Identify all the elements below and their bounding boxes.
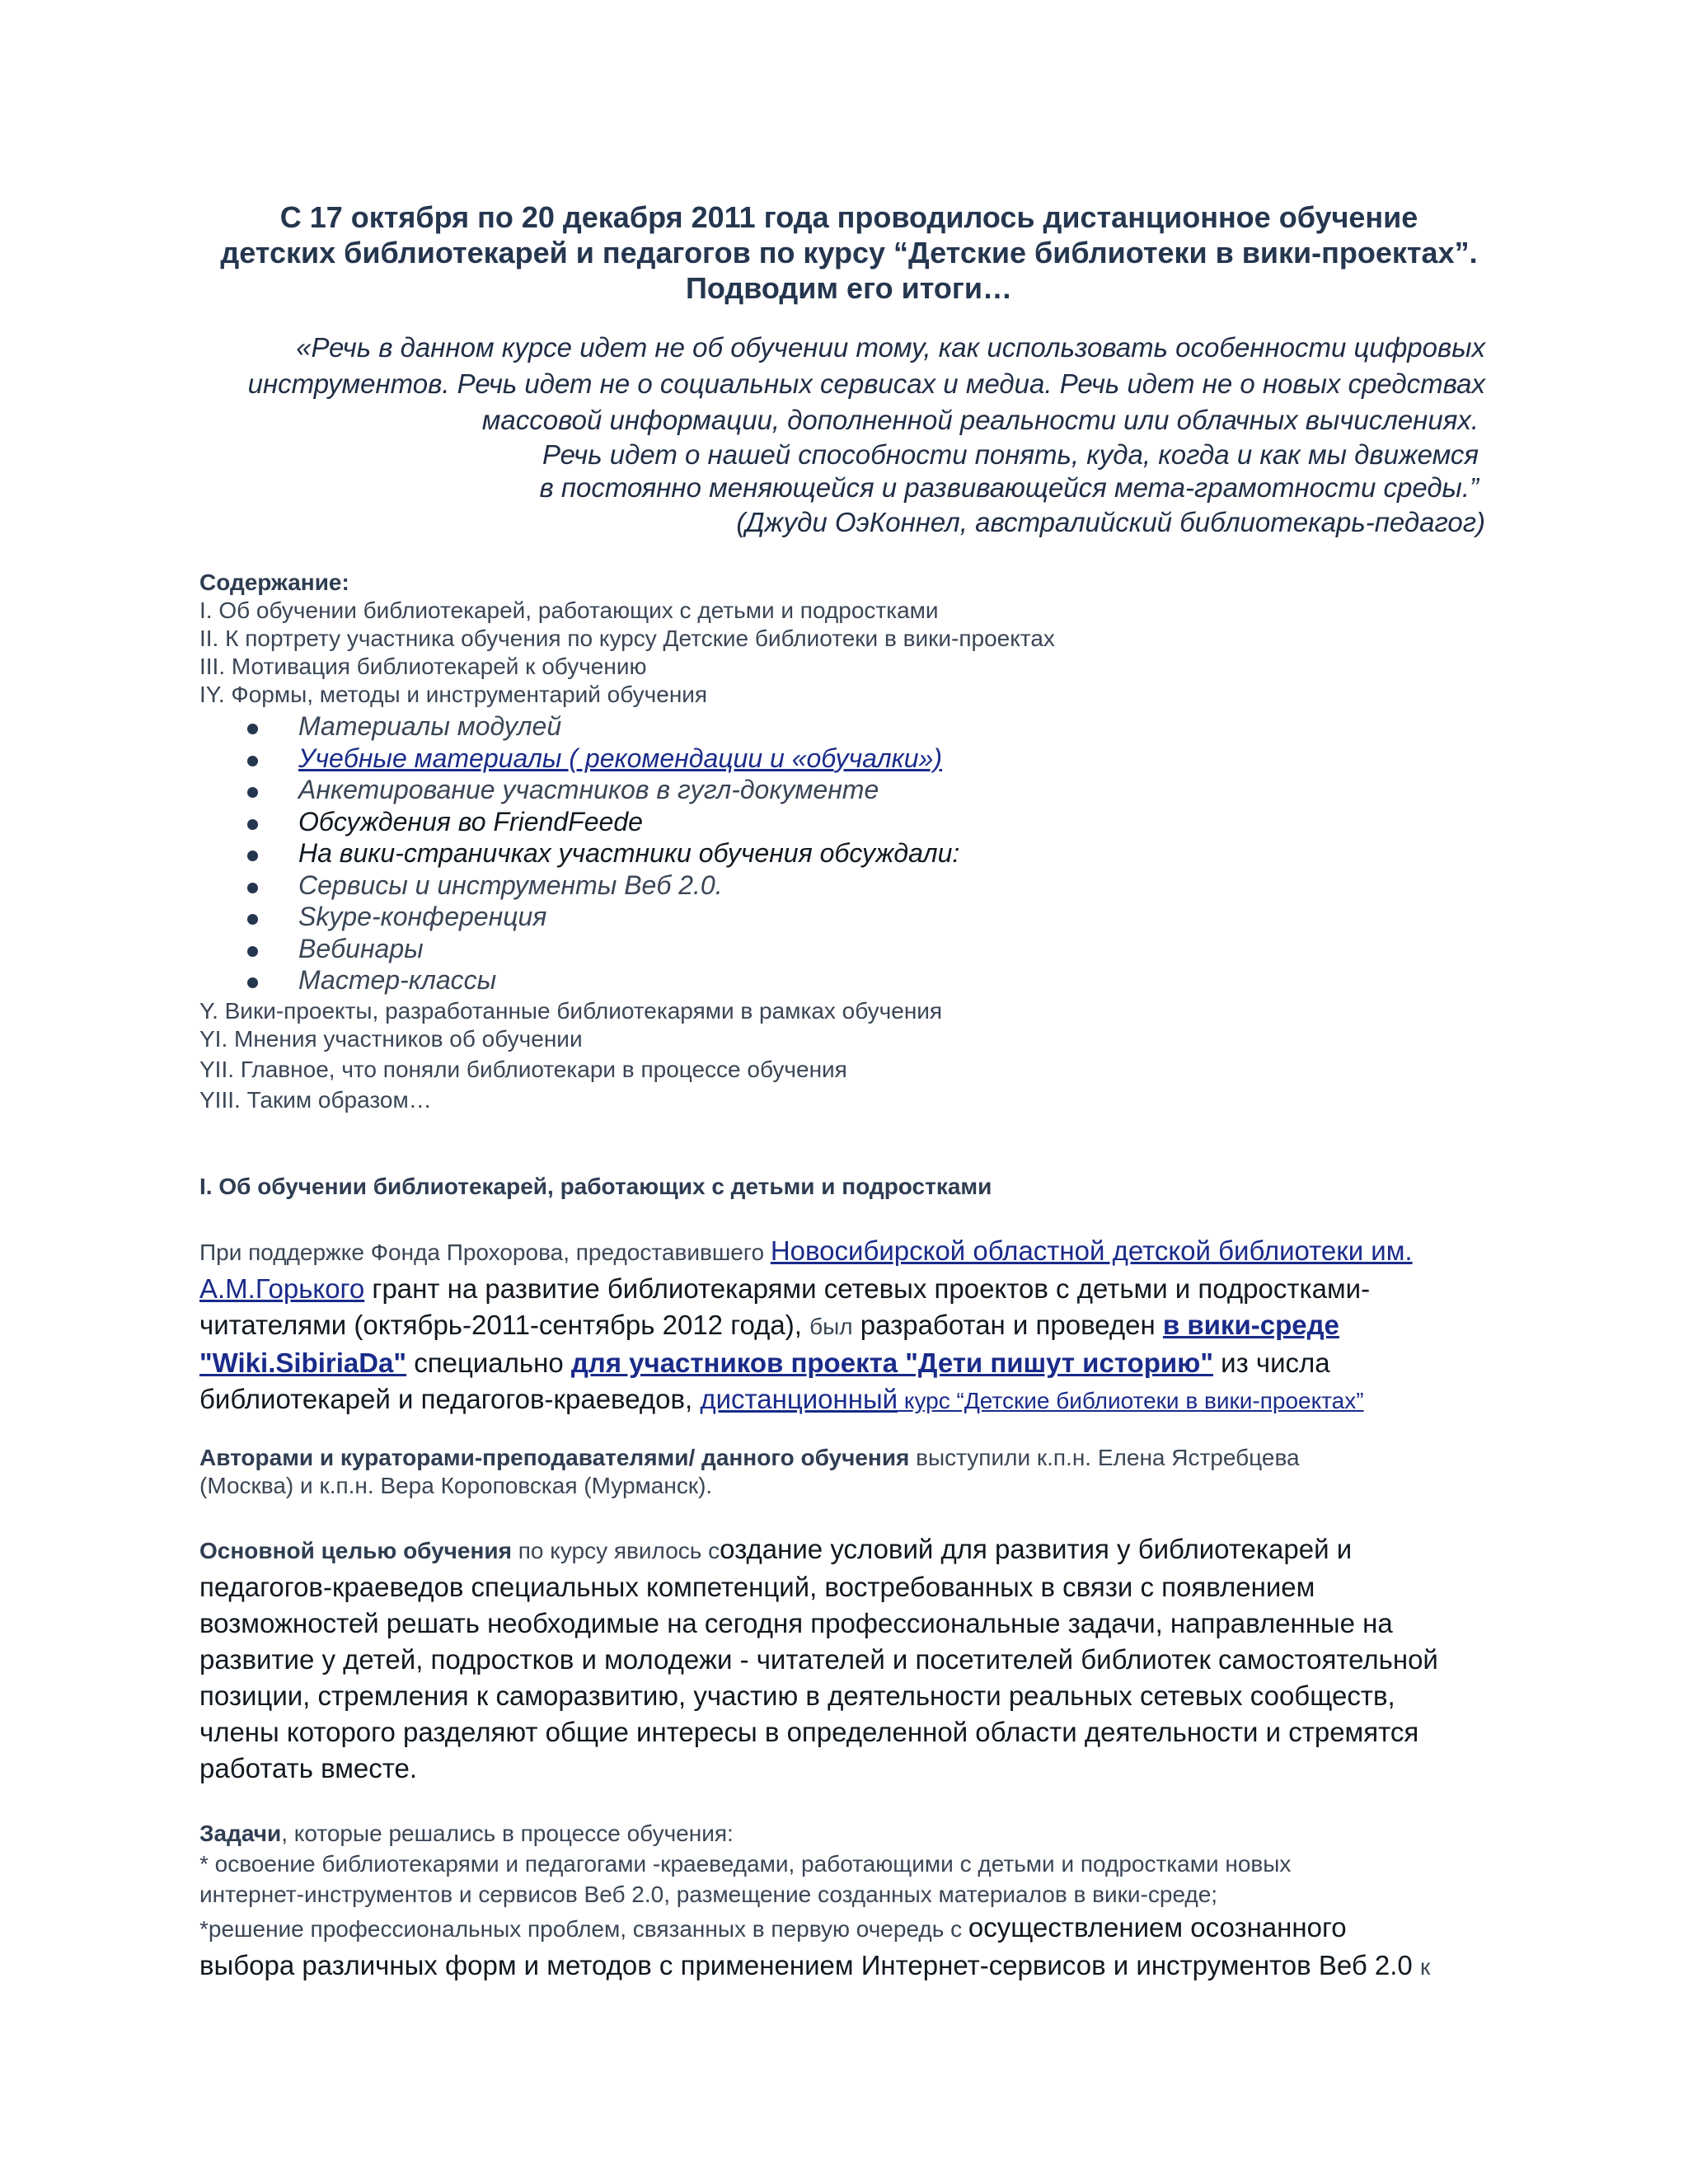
text-span: При поддержке Фонда Прохорова, предоставившего bbox=[199, 1240, 771, 1265]
toc-item-7: YII. Главное, что поняли библиотекари в процессе обучения bbox=[199, 1057, 847, 1082]
text-span: по курсу явилось с bbox=[511, 1538, 720, 1563]
text-span: из числа bbox=[1212, 1347, 1330, 1378]
text-span: был bbox=[809, 1314, 853, 1339]
text-span: разработан и проведен bbox=[852, 1310, 1163, 1340]
title-line-1: С 17 октября по 20 декабря 2011 года проводилось дистанционное обучение bbox=[279, 200, 1418, 234]
section-heading: I. Об обучении библиотекарей, работающих с детьми и подростками bbox=[199, 1174, 992, 1199]
bullet-text: Обсуждения во FriendFeede bbox=[298, 806, 643, 837]
bullet-text: Мастер-классы bbox=[298, 965, 497, 995]
list-item bbox=[247, 869, 959, 902]
text-span: , которые решались в процессе обучения: bbox=[281, 1821, 734, 1846]
bullet-icon bbox=[247, 787, 258, 798]
toc-item-6: YI. Мнения участников об обучении bbox=[199, 1026, 583, 1052]
bullet-icon bbox=[247, 977, 258, 988]
table-of-contents bbox=[199, 569, 1055, 709]
bullet-text: Анкетирование участников в гугл-документе bbox=[298, 775, 879, 804]
bullet-text: Вебинары bbox=[298, 933, 424, 963]
paragraph-tasks bbox=[199, 1818, 1430, 1985]
text-span: осуществлением осознанного bbox=[968, 1912, 1347, 1943]
bullet-icon bbox=[247, 914, 258, 925]
study-materials-link[interactable]: Учебные материалы ( рекомендации и «обучалки») bbox=[298, 743, 942, 773]
text-span: Задачи bbox=[199, 1821, 282, 1846]
course-link[interactable]: дистанционный bbox=[700, 1384, 898, 1414]
title-line-2: детских библиотекарей и педагогов по курсу “Детские библиотеки в вики-проектах”. bbox=[220, 236, 1478, 269]
paragraph-line: педагогов-краеведов специальных компетенций, востребованных в связи с появлением bbox=[199, 1572, 1315, 1602]
list-item bbox=[247, 806, 959, 838]
text-span: Основной целью обучения bbox=[199, 1538, 512, 1563]
wiki-link-cont[interactable]: "Wiki.SibiriaDa" bbox=[199, 1347, 407, 1378]
bullet-text: Skype-конференция bbox=[298, 902, 547, 931]
epigraph-quote bbox=[84, 330, 1485, 541]
paragraph-line bbox=[199, 1444, 1300, 1472]
document-title bbox=[190, 199, 1508, 306]
list-item[interactable] bbox=[247, 743, 959, 775]
paragraph-line bbox=[199, 1531, 1438, 1569]
text-span: выступили к.п.н. Елена Ястребцева bbox=[909, 1445, 1300, 1470]
paragraph-goal bbox=[199, 1531, 1438, 1787]
list-item bbox=[247, 933, 959, 965]
quote-line-2: инструментов. Речь идет не о социальных сервисах и медиа. Речь идет не о новых средствах bbox=[247, 368, 1485, 399]
text-span: грант на развитие библиотекарями сетевых проектов с детьми и подростками- bbox=[364, 1273, 1371, 1304]
list-item bbox=[247, 901, 959, 933]
text-span: выбора различных форм и методов с применением Интернет-сервисов и инструментов Веб 2.0 bbox=[199, 1950, 1420, 1980]
bullet-icon bbox=[247, 883, 258, 893]
bullet-text: Сервисы и инструменты Веб 2.0. bbox=[298, 869, 723, 900]
quote-line-3: массовой информации, дополненной реальности или облачных вычислениях. bbox=[481, 405, 1479, 435]
library-link[interactable]: Новосибирской областной детской библиотеки им. bbox=[770, 1235, 1413, 1266]
list-item bbox=[247, 710, 959, 743]
paragraph-line: развитие у детей, подростков и молодежи - читателей и посетителей библиотек самостоятельной bbox=[199, 1644, 1438, 1675]
paragraph-line bbox=[199, 1947, 1430, 1985]
toc-item-2: II. К портрету участника обучения по курсу Детские библиотеки в вики-проектах bbox=[199, 626, 1055, 651]
wiki-link[interactable]: в вики-среде bbox=[1162, 1310, 1339, 1340]
text-span: библиотекарей и педагогов-краеведов, bbox=[199, 1384, 701, 1414]
paragraph-intro bbox=[199, 1233, 1518, 1419]
paragraph-line bbox=[199, 1345, 1518, 1381]
paragraph-line bbox=[199, 1233, 1518, 1271]
quote-line-1: «Речь в данном курсе идет не об обучении тому, как использовать особенности цифровых bbox=[296, 332, 1485, 363]
text-span: специально bbox=[406, 1347, 571, 1378]
toc-item-4: IY. Формы, методы и инструментарий обучения bbox=[199, 682, 708, 707]
toc-item-5: Y. Вики-проекты, разработанные библиотекарями в рамках обучения bbox=[199, 998, 943, 1024]
paragraph-line bbox=[199, 1307, 1518, 1345]
text-span: оздание условий для развития у библиотекарей и bbox=[720, 1534, 1353, 1564]
paragraph-authors bbox=[199, 1444, 1300, 1500]
text-span: *решение профессиональных проблем, связанных в первую очередь с bbox=[199, 1916, 968, 1942]
text-span: к bbox=[1419, 1954, 1431, 1980]
bullet-text: На вики-страничках участники обучения обсуждали: bbox=[298, 838, 960, 868]
list-item bbox=[247, 964, 959, 996]
bullet-icon bbox=[247, 819, 258, 830]
list-item bbox=[247, 774, 959, 806]
paragraph-line bbox=[199, 1271, 1518, 1307]
list-item bbox=[247, 837, 959, 869]
paragraph-line: (Москва) и к.п.н. Вера Короповская (Мурманск). bbox=[199, 1473, 713, 1498]
quote-attribution: (Джуди ОэКоннел, австралийский библиотекарь-педагог) bbox=[736, 507, 1485, 537]
paragraph-line: члены которого разделяют общие интересы в определенной области деятельности и стремятся bbox=[199, 1717, 1419, 1747]
paragraph-line bbox=[199, 1910, 1430, 1947]
bullet-icon bbox=[247, 756, 258, 766]
quote-line-5: в постоянно меняющейся и развивающейся мета-грамотности среды.” bbox=[539, 472, 1479, 503]
paragraph-line: работать вместе. bbox=[199, 1753, 418, 1783]
bullet-icon bbox=[247, 724, 258, 734]
paragraph-line bbox=[199, 1818, 1430, 1849]
text-span: Авторами и кураторами-преподавателями/ данного обучения bbox=[199, 1445, 910, 1470]
toc-item-3: III. Мотивация библиотекарей к обучению bbox=[199, 654, 647, 679]
library-link-cont[interactable]: А.М.Горького bbox=[199, 1273, 365, 1304]
table-of-contents-continued bbox=[199, 997, 942, 1114]
quote-line-4: Речь идет о нашей способности понять, куда, когда и как мы движемся bbox=[542, 439, 1479, 470]
toc-bullet-list bbox=[247, 710, 959, 996]
paragraph-line: интернет-инструментов и сервисов Веб 2.0, размещение созданных материалов в вики-среде; bbox=[199, 1882, 1218, 1907]
title-line-3: Подводим его итоги… bbox=[686, 271, 1012, 305]
course-link-cont[interactable]: курс “Детские библиотеки в вики-проектах” bbox=[898, 1388, 1364, 1413]
paragraph-line: позиции, стремления к саморазвитию, участию в деятельности реальных сетевых сообществ, bbox=[199, 1680, 1395, 1711]
bullet-icon bbox=[247, 946, 258, 957]
toc-item-8: YIII. Таким образом… bbox=[199, 1087, 432, 1113]
project-link[interactable]: для участников проекта "Дети пишут историю" bbox=[570, 1347, 1213, 1378]
paragraph-line bbox=[199, 1381, 1518, 1419]
text-span: читателями (октябрь-2011-сентябрь 2012 года), bbox=[199, 1310, 810, 1340]
paragraph-line: * освоение библиотекарями и педагогами -краеведами, работающими с детьми и подростками новых bbox=[199, 1851, 1292, 1877]
toc-heading: Содержание: bbox=[199, 569, 349, 595]
bullet-text: Материалы модулей bbox=[298, 711, 562, 741]
toc-item-1: I. Об обучении библиотекарей, работающих с детьми и подростками bbox=[199, 598, 939, 623]
bullet-icon bbox=[247, 851, 258, 861]
paragraph-line: возможностей решать необходимые на сегодня профессиональные задачи, направленные на bbox=[199, 1608, 1393, 1638]
